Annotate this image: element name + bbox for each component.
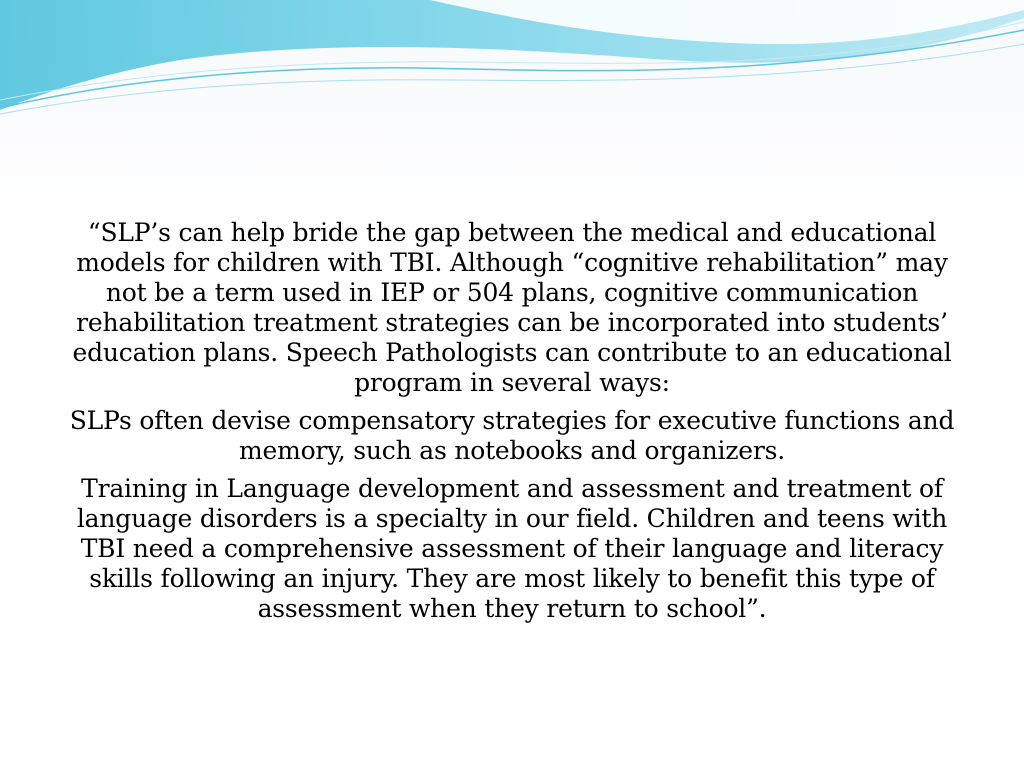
paragraph-compensatory-strategies: SLPs often devise compensatory strategies for executive functions and memory, such as notebooks and organizers. <box>69 406 955 465</box>
paragraph-intro-quote: “SLP’s can help bride the gap between the medical and educational models for children with TBI. Although “cognitive rehabilitation” may not be a term used in IEP or 504 plans, cognitive communication rehabilitation treatment strategies can be incorporated into students’ education plans. Speech Pathologists can contribute to an educational program in several ways: <box>72 218 952 397</box>
slide-body-text <box>62 218 962 632</box>
header-wave-decoration <box>0 0 1024 120</box>
paragraph-language-training: Training in Language development and assessment and treatment of language disorders is a specialty in our field. Children and teens with TBI need a comprehensive assessment of their language and literacy skills following an injury. They are most likely to benefit this type of assessment when they return to school”. <box>76 474 948 623</box>
